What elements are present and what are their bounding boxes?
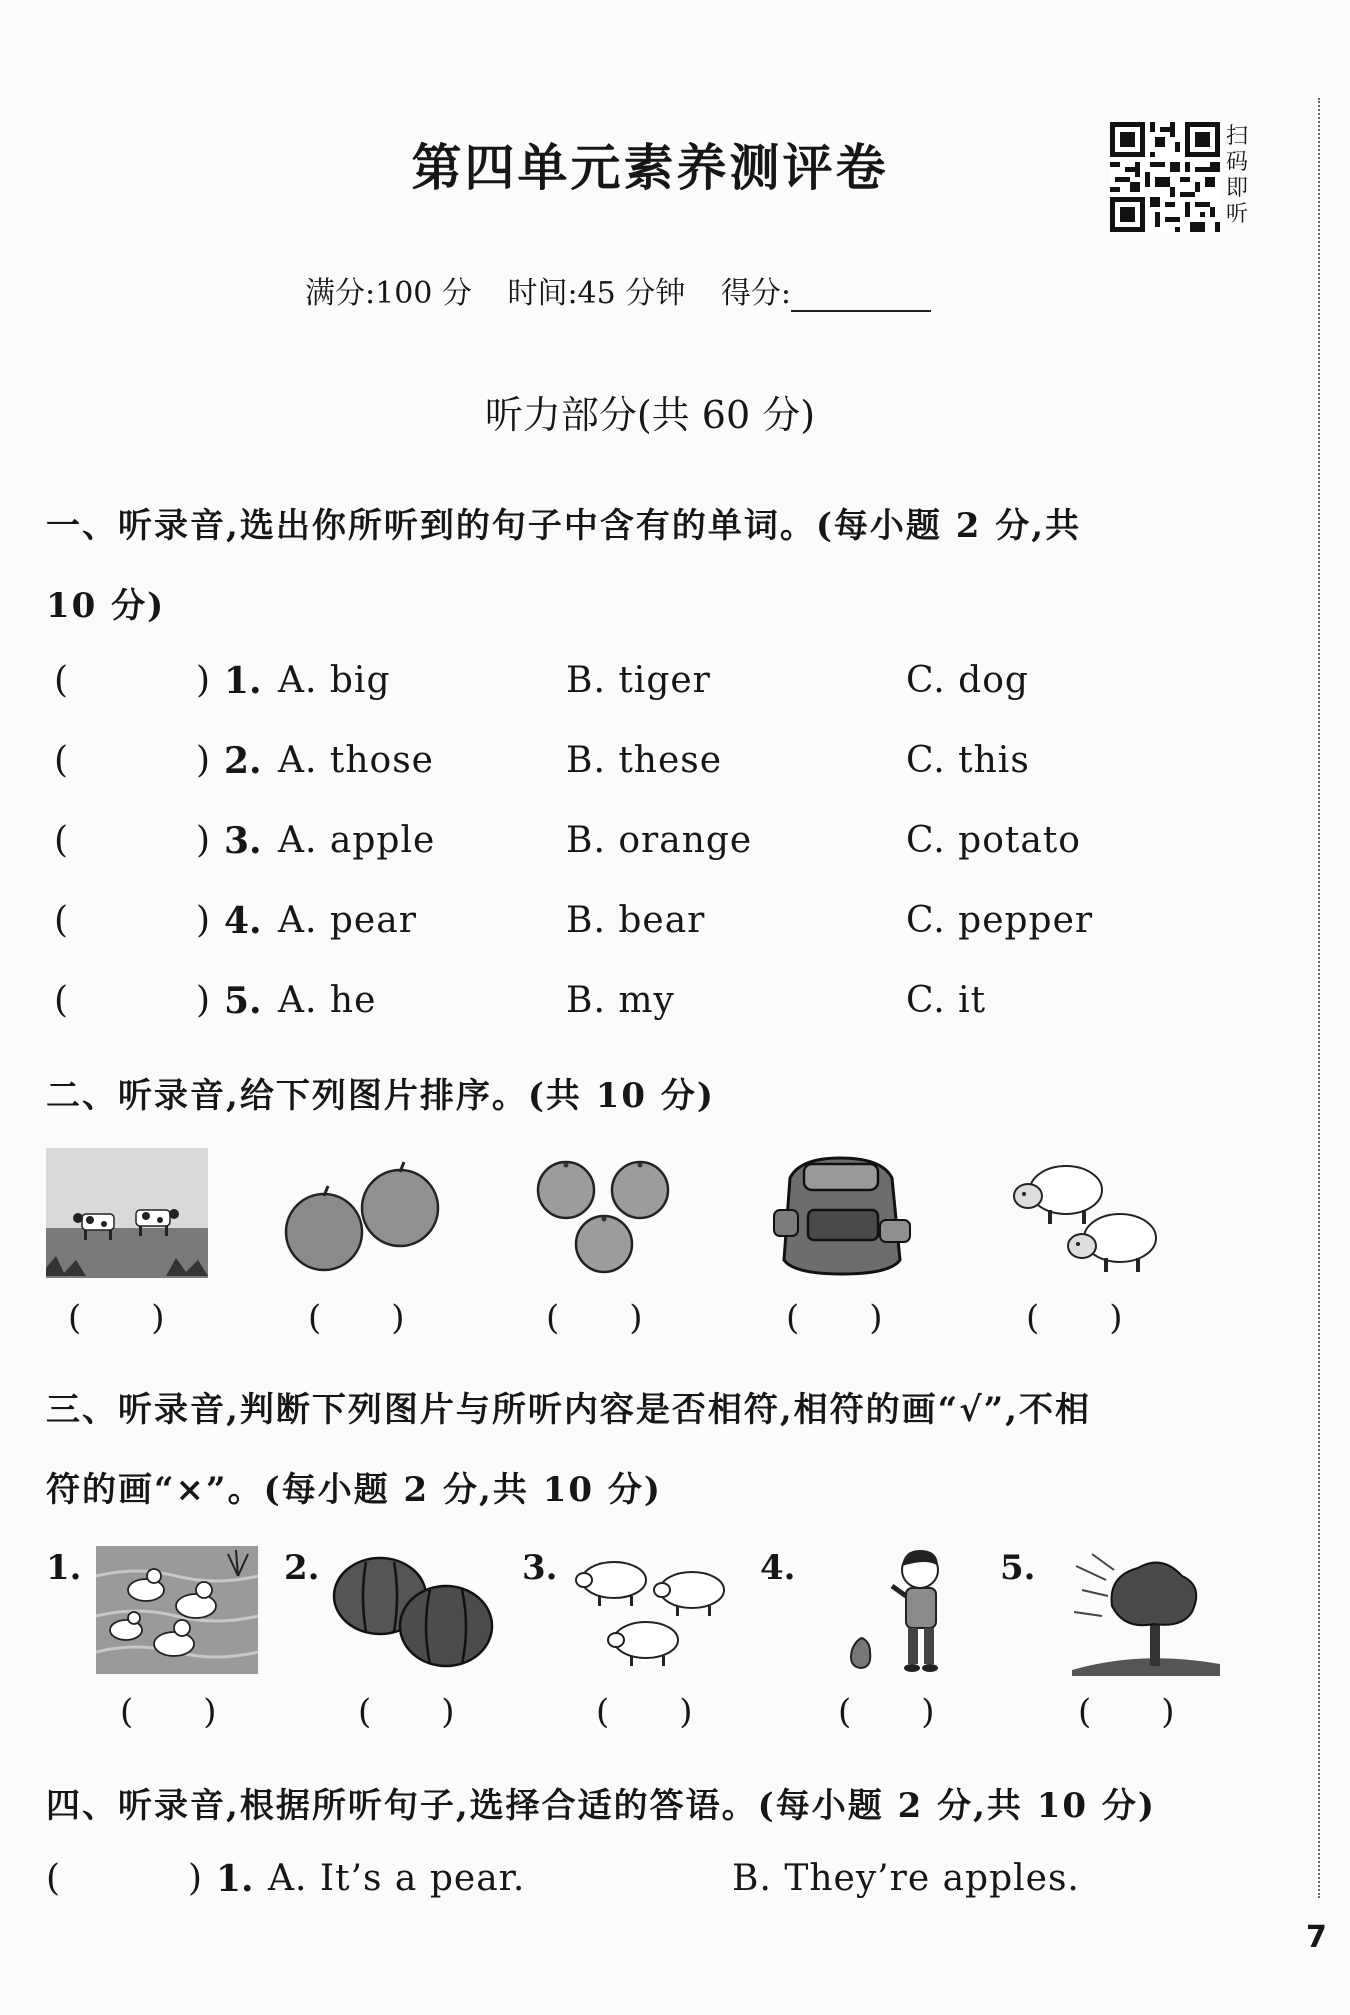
answer-paren-right[interactable]: ) bbox=[196, 900, 211, 941]
question-row bbox=[46, 900, 1266, 956]
answer-paren-right[interactable]: ) bbox=[441, 1692, 455, 1732]
answer-paren-right[interactable]: ) bbox=[151, 1298, 165, 1338]
question-row bbox=[46, 980, 1266, 1036]
judge-paren[interactable] bbox=[120, 1692, 217, 1732]
answer-paren-right[interactable]: ) bbox=[679, 1692, 693, 1732]
answer-paren-left[interactable]: ( bbox=[46, 1858, 61, 1899]
answer-paren-right[interactable]: ) bbox=[196, 740, 211, 781]
answer-paren-left[interactable]: ( bbox=[1078, 1692, 1092, 1732]
exam-meta bbox=[305, 268, 957, 312]
option-c: C. this bbox=[906, 740, 1030, 781]
answer-paren-left[interactable]: ( bbox=[54, 660, 69, 701]
option-b: B. They’re apples. bbox=[732, 1858, 1080, 1899]
page-title: 第四单元素养测评卷 bbox=[411, 138, 889, 197]
option-a: A. those bbox=[278, 740, 434, 781]
answer-paren-left[interactable]: ( bbox=[54, 900, 69, 941]
ducks-picture bbox=[96, 1546, 258, 1674]
option-c: C. dog bbox=[906, 660, 1029, 701]
full-score: 满分:100 分 bbox=[305, 276, 472, 311]
order-paren[interactable] bbox=[68, 1298, 165, 1338]
qr-code-icon[interactable] bbox=[1110, 122, 1220, 232]
pigs-picture bbox=[570, 1550, 736, 1672]
answer-paren-right[interactable]: ) bbox=[1161, 1692, 1175, 1732]
option-b: B. these bbox=[566, 740, 723, 781]
apples-picture bbox=[282, 1160, 452, 1280]
answer-paren-left[interactable]: ( bbox=[596, 1692, 610, 1732]
score-blank[interactable] bbox=[791, 280, 931, 312]
page-number: 7 bbox=[1306, 1920, 1327, 1955]
answer-paren-right[interactable]: ) bbox=[196, 820, 211, 861]
option-b: B. orange bbox=[566, 820, 753, 861]
answer-paren-left[interactable]: ( bbox=[838, 1692, 852, 1732]
judge-paren[interactable] bbox=[1078, 1692, 1175, 1732]
sheep-picture bbox=[1004, 1150, 1164, 1280]
item-number: 1. bbox=[46, 1548, 82, 1588]
section4-heading: 四、听录音,根据所听句子,选择合适的答语。(每小题 2 分,共 10 分) bbox=[46, 1786, 1157, 1826]
item-number: 4. bbox=[760, 1548, 796, 1588]
answer-paren-right[interactable]: ) bbox=[203, 1692, 217, 1732]
option-a: A. pear bbox=[278, 900, 417, 941]
answer-paren-left[interactable]: ( bbox=[1026, 1298, 1040, 1338]
section3-heading: 三、听录音,判断下列图片与所听内容是否相符,相符的画“√”,不相 bbox=[46, 1390, 1091, 1430]
answer-paren-left[interactable]: ( bbox=[68, 1298, 82, 1338]
item-number: 3. bbox=[522, 1548, 558, 1588]
time-limit: 时间:45 分钟 bbox=[507, 276, 686, 311]
section1-heading: 一、听录音,选出你所听到的句子中含有的单词。(每小题 2 分,共 bbox=[46, 506, 1082, 546]
schoolbag-picture bbox=[770, 1150, 920, 1280]
answer-paren-left[interactable]: ( bbox=[54, 980, 69, 1021]
order-paren[interactable] bbox=[1026, 1298, 1123, 1338]
answer-paren-left[interactable]: ( bbox=[54, 820, 69, 861]
order-paren[interactable] bbox=[308, 1298, 405, 1338]
answer-paren-left[interactable]: ( bbox=[546, 1298, 560, 1338]
section3-heading-cont: 符的画“×”。(每小题 2 分,共 10 分) bbox=[46, 1470, 662, 1510]
tree-wind-picture bbox=[1072, 1546, 1220, 1676]
answer-paren-right[interactable]: ) bbox=[629, 1298, 643, 1338]
score-label: 得分: bbox=[720, 276, 791, 311]
judge-paren[interactable] bbox=[358, 1692, 455, 1732]
answer-paren-right[interactable]: ) bbox=[921, 1692, 935, 1732]
question-number: 1. bbox=[216, 1858, 254, 1900]
answer-paren-right[interactable]: ) bbox=[188, 1858, 203, 1899]
question-row bbox=[46, 820, 1266, 876]
judge-paren[interactable] bbox=[596, 1692, 693, 1732]
answer-paren-left[interactable]: ( bbox=[120, 1692, 134, 1732]
question-number: 1. bbox=[224, 660, 262, 702]
section2-heading: 二、听录音,给下列图片排序。(共 10 分) bbox=[46, 1076, 715, 1116]
boy-pear-picture bbox=[840, 1546, 960, 1676]
item-number: 5. bbox=[1000, 1548, 1036, 1588]
option-c: C. pepper bbox=[906, 900, 1094, 941]
answer-paren-right[interactable]: ) bbox=[391, 1298, 405, 1338]
scan-to-listen-label: 扫码即听 bbox=[1226, 124, 1249, 227]
option-b: B. my bbox=[566, 980, 675, 1021]
question-row bbox=[46, 740, 1266, 796]
answer-paren-right[interactable]: ) bbox=[196, 980, 211, 1021]
question-number: 2. bbox=[224, 740, 262, 782]
option-a: A. big bbox=[278, 660, 391, 701]
option-b: B. bear bbox=[566, 900, 706, 941]
answer-paren-left[interactable]: ( bbox=[786, 1298, 800, 1338]
option-a: A. apple bbox=[278, 820, 436, 861]
answer-paren-right[interactable]: ) bbox=[196, 660, 211, 701]
question-number: 4. bbox=[224, 900, 262, 942]
order-paren[interactable] bbox=[546, 1298, 643, 1338]
option-c: C. potato bbox=[906, 820, 1081, 861]
cows-picture bbox=[46, 1148, 208, 1278]
option-c: C. it bbox=[906, 980, 987, 1021]
pumpkins-picture bbox=[330, 1550, 496, 1670]
answer-paren-right[interactable]: ) bbox=[1109, 1298, 1123, 1338]
judge-paren[interactable] bbox=[838, 1692, 935, 1732]
answer-paren-left[interactable]: ( bbox=[54, 740, 69, 781]
answer-paren-right[interactable]: ) bbox=[869, 1298, 883, 1338]
section1-heading-cont: 10 分) bbox=[46, 586, 166, 626]
option-a: A. he bbox=[278, 980, 377, 1021]
part-title: 听力部分(共 60 分) bbox=[484, 393, 816, 437]
option-b: B. tiger bbox=[566, 660, 711, 701]
question-number: 3. bbox=[224, 820, 262, 862]
oranges-picture bbox=[534, 1158, 676, 1276]
margin-dotted-line bbox=[1318, 98, 1320, 1898]
item-number: 2. bbox=[284, 1548, 320, 1588]
question-row bbox=[46, 1858, 1266, 1914]
question-number: 5. bbox=[224, 980, 262, 1022]
answer-paren-left[interactable]: ( bbox=[308, 1298, 322, 1338]
option-a: A. It’s a pear. bbox=[268, 1858, 526, 1899]
order-paren[interactable] bbox=[786, 1298, 883, 1338]
question-row bbox=[46, 660, 1266, 716]
answer-paren-left[interactable]: ( bbox=[358, 1692, 372, 1732]
